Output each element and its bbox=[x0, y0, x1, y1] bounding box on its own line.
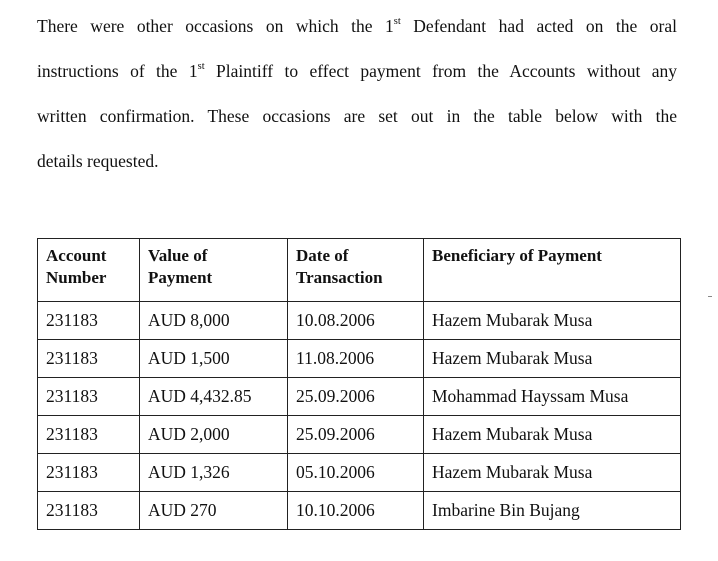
cell-account: 231183 bbox=[38, 454, 140, 492]
cell-beneficiary: Hazem Mubarak Musa bbox=[424, 302, 681, 340]
cell-value: AUD 8,000 bbox=[140, 302, 288, 340]
paragraph-text: There were other occasions on which the 1 bbox=[37, 16, 394, 36]
body-paragraph bbox=[37, 4, 677, 184]
table-header-row bbox=[38, 239, 681, 302]
header-text: Number bbox=[46, 268, 107, 287]
header-text: Payment bbox=[148, 268, 213, 287]
table-row bbox=[38, 378, 681, 416]
cell-account: 231183 bbox=[38, 416, 140, 454]
cell-beneficiary: Hazem Mubarak Musa bbox=[424, 416, 681, 454]
cell-value: AUD 2,000 bbox=[140, 416, 288, 454]
cell-value: AUD 4,432.85 bbox=[140, 378, 288, 416]
table-row bbox=[38, 302, 681, 340]
header-value-of-payment bbox=[140, 239, 288, 302]
paragraph-line-3: written confirmation. These occasions are set out in the table below with the bbox=[37, 106, 677, 126]
ordinal-suffix: st bbox=[197, 61, 205, 73]
payments-table bbox=[37, 238, 681, 530]
header-text: Date of bbox=[296, 246, 349, 265]
header-text: Account bbox=[46, 246, 107, 265]
header-text: Beneficiary of Payment bbox=[432, 246, 602, 265]
cell-beneficiary: Mohammad Hayssam Musa bbox=[424, 378, 681, 416]
cell-beneficiary: Hazem Mubarak Musa bbox=[424, 340, 681, 378]
cell-account: 231183 bbox=[38, 302, 140, 340]
paragraph-line-4: details requested. bbox=[37, 151, 159, 171]
header-beneficiary bbox=[424, 239, 681, 302]
cell-account: 231183 bbox=[38, 378, 140, 416]
cell-date: 25.09.2006 bbox=[288, 378, 424, 416]
table-row bbox=[38, 416, 681, 454]
cell-value: AUD 270 bbox=[140, 492, 288, 530]
paragraph-line-2 bbox=[37, 49, 677, 94]
paragraph-line-1 bbox=[37, 4, 677, 49]
cell-date: 10.10.2006 bbox=[288, 492, 424, 530]
cell-beneficiary: Hazem Mubarak Musa bbox=[424, 454, 681, 492]
cell-value: AUD 1,326 bbox=[140, 454, 288, 492]
cell-account: 231183 bbox=[38, 492, 140, 530]
margin-mark bbox=[708, 296, 712, 297]
cell-date: 11.08.2006 bbox=[288, 340, 424, 378]
paragraph-text: Plaintiff to effect payment from the Accounts without any bbox=[204, 61, 677, 81]
header-account-number bbox=[38, 239, 140, 302]
table-row bbox=[38, 454, 681, 492]
cell-date: 05.10.2006 bbox=[288, 454, 424, 492]
header-text: Value of bbox=[148, 246, 208, 265]
table-row bbox=[38, 340, 681, 378]
cell-date: 25.09.2006 bbox=[288, 416, 424, 454]
paragraph-text: instructions of the 1 bbox=[37, 61, 198, 81]
cell-value: AUD 1,500 bbox=[140, 340, 288, 378]
table-row bbox=[38, 492, 681, 530]
cell-date: 10.08.2006 bbox=[288, 302, 424, 340]
cell-beneficiary: Imbarine Bin Bujang bbox=[424, 492, 681, 530]
paragraph-text: Defendant had acted on the oral bbox=[400, 16, 677, 36]
cell-account: 231183 bbox=[38, 340, 140, 378]
ordinal-suffix: st bbox=[393, 16, 401, 28]
header-date-of-transaction bbox=[288, 239, 424, 302]
header-text: Transaction bbox=[296, 268, 383, 287]
